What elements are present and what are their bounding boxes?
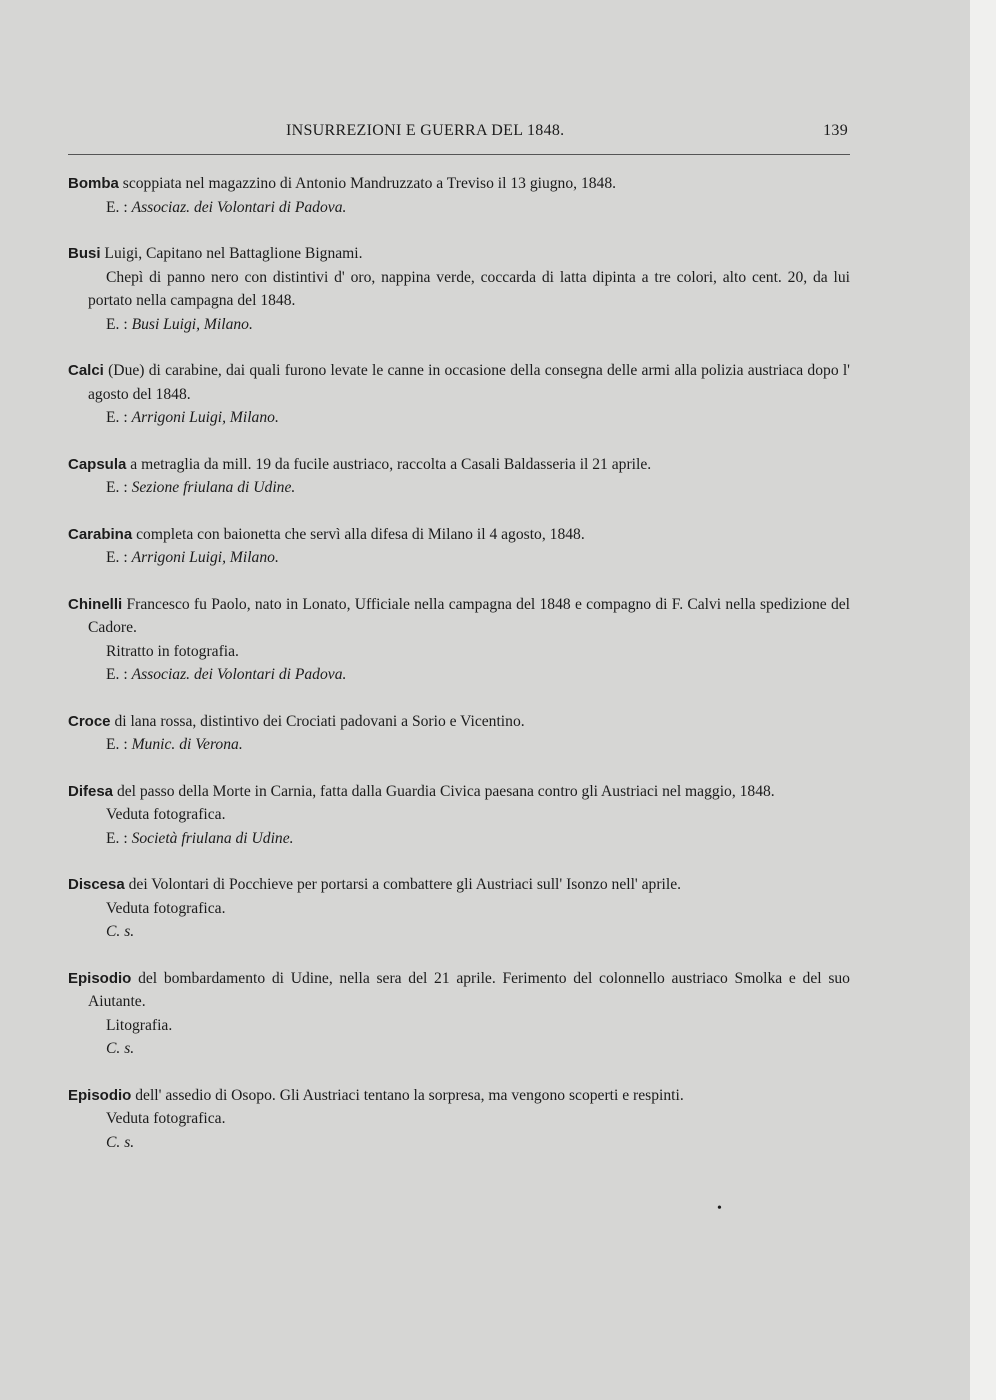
catalog-entry xyxy=(68,242,850,336)
entry-text: Francesco fu Paolo, nato in Lonato, Ufficiale nella campagna del 1848 e compagno di F. Calvi nella spedizione del Cadore. xyxy=(88,595,850,636)
source-label: E. : xyxy=(106,666,128,683)
entry-keyword: Episodio xyxy=(68,969,132,987)
catalog-entries xyxy=(68,172,850,1177)
source-label: E. : xyxy=(106,829,128,847)
entry-text: del passo della Morte in Carnia, fatta dalla Guardia Civica paesana contro gli Austriaci nel maggio, 1848. xyxy=(116,782,775,800)
entry-source xyxy=(68,406,850,430)
entry-source xyxy=(68,196,850,220)
entry-keyword: Discesa xyxy=(68,876,125,893)
entry-keyword: Croce xyxy=(68,712,111,730)
entry-note: Veduta fotografica. xyxy=(106,899,226,917)
catalog-entry xyxy=(68,359,850,430)
entry-keyword: Calci xyxy=(68,362,104,379)
entry-keyword: Bomba xyxy=(68,175,119,192)
scan-margin xyxy=(970,0,996,1400)
entry-text: Luigi, Capitano nel Battaglione Bignami. xyxy=(104,245,363,262)
entry-description xyxy=(68,172,850,196)
source-name: Busi Luigi, Milano. xyxy=(131,315,253,333)
entry-description xyxy=(68,710,850,734)
catalog-entry xyxy=(68,873,850,944)
catalog-entry xyxy=(68,172,850,219)
catalog-entry xyxy=(68,1084,850,1155)
entry-source xyxy=(68,1131,850,1155)
entry-text: completa con baionetta che servì alla difesa di Milano il 4 agosto, 1848. xyxy=(136,525,585,543)
source-name: Munic. di Verona. xyxy=(131,736,243,753)
running-header xyxy=(68,120,850,144)
entry-source xyxy=(68,1037,850,1061)
source-label: E. : xyxy=(106,479,128,496)
catalog-entry xyxy=(68,710,850,757)
entry-text: di lana rossa, distintivo dei Crociati padovani a Sorio e Vicentino. xyxy=(114,712,525,730)
entry-source xyxy=(68,313,850,337)
catalog-entry xyxy=(68,780,850,851)
catalog-entry xyxy=(68,967,850,1061)
catalog-entry xyxy=(68,593,850,687)
entry-text: (Due) di carabine, dai quali furono levate le canne in occasione della consegna delle armi alla polizia austriaca dopo l' agosto del 1848. xyxy=(88,362,850,403)
entry-source xyxy=(68,733,850,757)
entry-note: Ritratto in fotografia. xyxy=(106,642,239,660)
entry-description xyxy=(68,593,850,640)
source-name: C. s. xyxy=(106,1040,135,1057)
entry-description xyxy=(68,359,850,406)
entry-text: del bombardamento di Udine, nella sera del 21 aprile. Ferimento del colonnello austriaco Smolka e del suo Aiutante. xyxy=(88,969,850,1010)
source-label: E. : xyxy=(106,409,128,426)
entry-source xyxy=(68,920,850,944)
source-label: E. : xyxy=(106,736,128,753)
stray-mark: • xyxy=(717,1201,722,1216)
entry-description xyxy=(68,873,850,897)
entry-description xyxy=(68,967,850,1014)
entry-description xyxy=(68,1084,850,1108)
entry-description xyxy=(68,453,850,477)
entry-keyword: Episodio xyxy=(68,1086,132,1104)
entry-keyword: Busi xyxy=(68,245,101,262)
source-name: Arrigoni Luigi, Milano. xyxy=(131,409,279,426)
source-name: C. s. xyxy=(106,923,135,940)
entry-text: dei Volontari di Pocchieve per portarsi a combattere gli Austriaci sull' Isonzo nell' aprile. xyxy=(128,876,682,893)
entry-keyword: Capsula xyxy=(68,455,127,473)
source-name: Associaz. dei Volontari di Padova. xyxy=(131,198,347,216)
source-label: E. : xyxy=(106,315,128,333)
entry-description xyxy=(68,242,850,266)
source-label: E. : xyxy=(106,549,128,566)
source-name: Arrigoni Luigi, Milano. xyxy=(131,549,279,566)
entry-text: a metraglia da mill. 19 da fucile austriaco, raccolta a Casali Baldasseria il 21 aprile. xyxy=(130,455,652,473)
header-rule xyxy=(68,154,850,155)
catalog-entry xyxy=(68,523,850,570)
catalog-entry xyxy=(68,453,850,500)
entry-text: scoppiata nel magazzino di Antonio Mandruzzato a Treviso il 13 giugno, 1848. xyxy=(122,175,617,192)
page-number: 139 xyxy=(823,122,848,139)
entry-text: dell' assedio di Osopo. Gli Austriaci tentano la sorpresa, ma vengono scoperti e respinti. xyxy=(135,1086,684,1104)
entry-source xyxy=(68,663,850,687)
entry-note: Litografia. xyxy=(106,1016,173,1034)
entry-keyword: Chinelli xyxy=(68,595,123,613)
running-title: INSURREZIONI E GUERRA DEL 1848. xyxy=(286,122,565,139)
entry-source xyxy=(68,827,850,851)
entry-source xyxy=(68,546,850,570)
entry-note: Veduta fotografica. xyxy=(106,806,226,823)
entry-description xyxy=(68,780,850,804)
entry-source xyxy=(68,476,850,500)
source-name: Società friulana di Udine. xyxy=(131,829,294,847)
source-label: E. : xyxy=(106,198,128,216)
source-name: Associaz. dei Volontari di Padova. xyxy=(131,666,347,683)
entry-note: Chepì di panno nero con distintivi d' oro, nappina verde, coccarda di latta dipinta a tre colori, alto cent. 20, da lui portato nella campagna del 1848. xyxy=(88,268,850,309)
source-name: C. s. xyxy=(106,1133,135,1151)
entry-note: Veduta fotografica. xyxy=(106,1110,226,1127)
entry-description xyxy=(68,523,850,547)
entry-keyword: Difesa xyxy=(68,782,114,800)
entry-keyword: Carabina xyxy=(68,525,133,543)
source-name: Sezione friulana di Udine. xyxy=(131,479,296,496)
